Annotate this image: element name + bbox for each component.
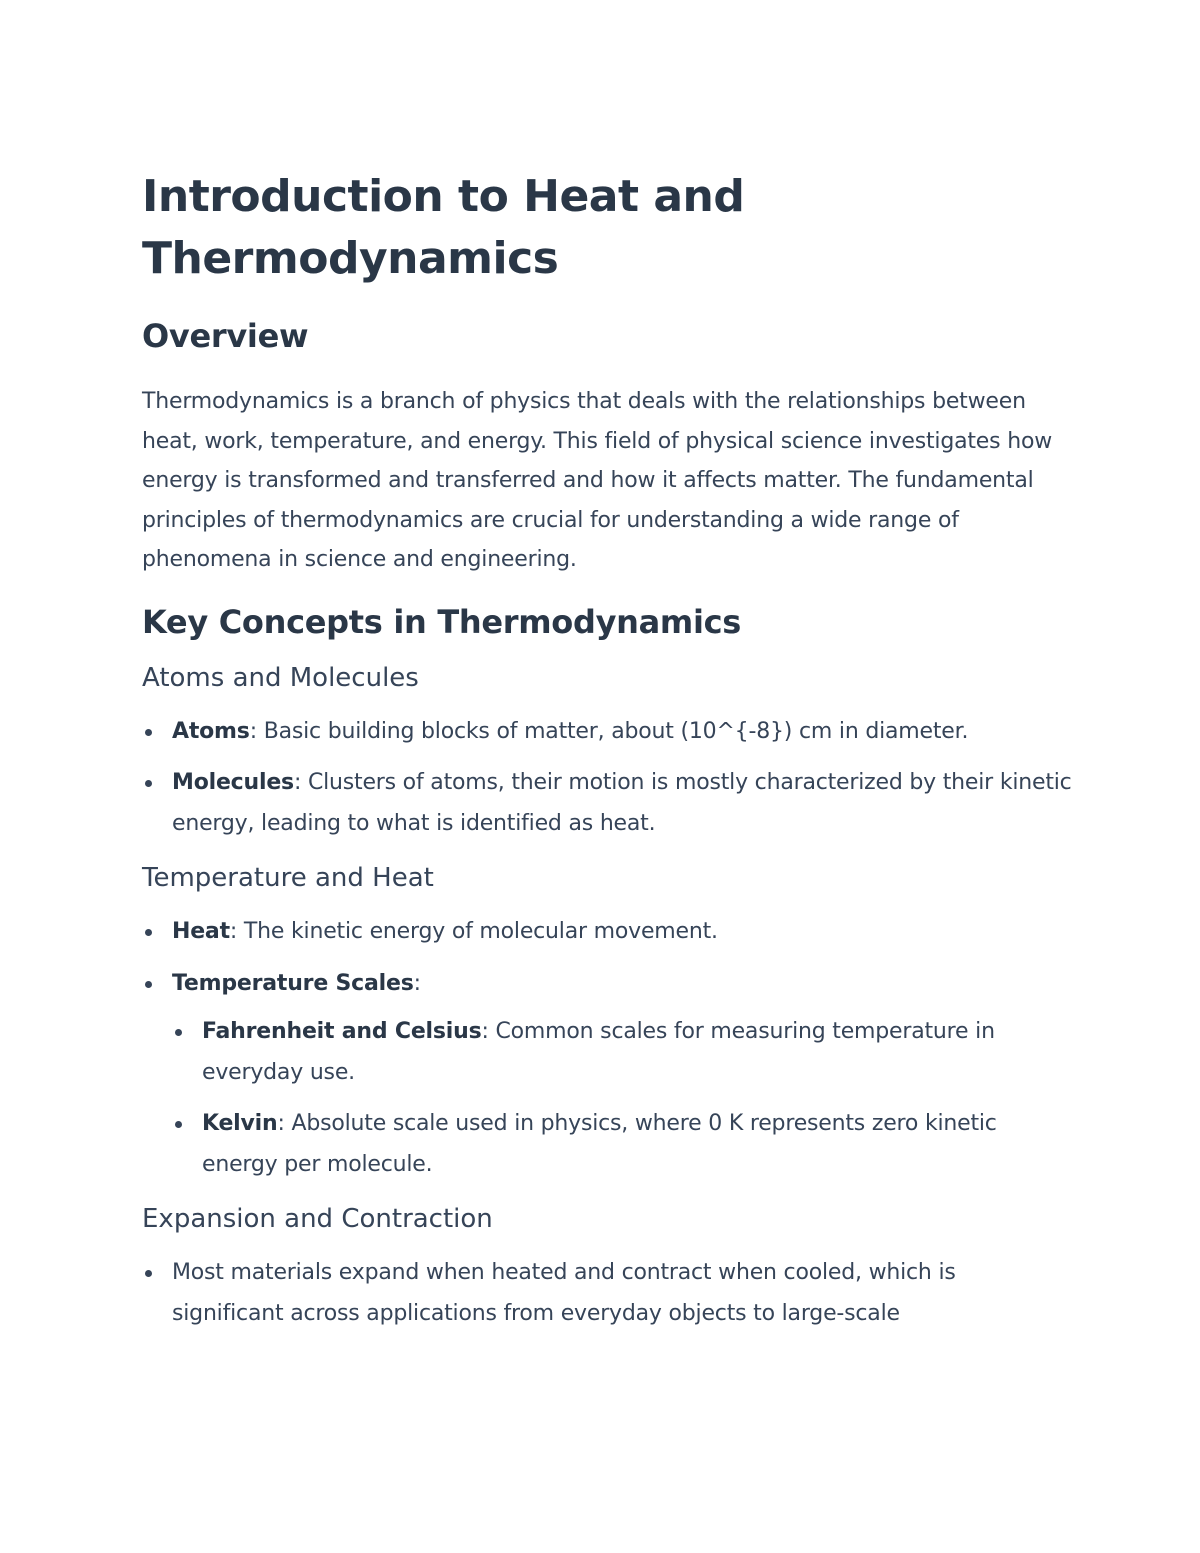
document-page xyxy=(142,166,1072,1334)
overview-paragraph: Thermodynamics is a branch of physics that deals with the relationships between heat, work, temperature, and energy. This field of physical science investigates how energy is transformed and transferred and how it affects matter. The fundamental principles of thermodynamics are crucial for understanding a wide range of phenomena in science and engineering. xyxy=(142,389,1052,572)
expansion-contraction-heading: Expansion and Contraction xyxy=(142,1204,493,1234)
document-title: Introduction to Heat and Thermodynamics xyxy=(142,171,745,284)
term-heat: Heat xyxy=(172,919,230,944)
desc-temperature-scales: : xyxy=(413,970,421,996)
key-concepts-heading: Key Concepts in Thermodynamics xyxy=(142,602,742,641)
term-fahrenheit-celsius: Fahrenheit and Celsius xyxy=(202,1019,482,1044)
temperature-heat-list xyxy=(142,912,1072,1185)
desc-kelvin: : Absolute scale used in physics, where 0 K represents zero kinetic energy per molecule. xyxy=(202,1111,997,1177)
atoms-molecules-heading: Atoms and Molecules xyxy=(142,662,419,693)
desc-expansion: Most materials expand when heated and contract when cooled, which is significant across applications from everyday objects to large-scale xyxy=(172,1260,956,1326)
list-item-heat xyxy=(142,912,1072,953)
desc-atoms: : Basic building blocks of matter, about (10^{-8}) cm in diameter. xyxy=(249,718,969,744)
term-kelvin: Kelvin xyxy=(202,1111,278,1136)
term-temperature-scales: Temperature Scales xyxy=(172,970,414,996)
term-molecules: Molecules xyxy=(172,770,294,795)
temperature-scales-sublist xyxy=(172,1012,1072,1185)
list-item-atoms xyxy=(142,712,1072,753)
list-item-temperature-scales xyxy=(142,964,1072,1186)
list-item-expansion xyxy=(142,1253,1072,1334)
desc-fahrenheit-celsius: : Common scales for measuring temperature in everyday use. xyxy=(202,1019,995,1085)
desc-molecules: : Clusters of atoms, their motion is mostly characterized by their kinetic energy, leading to what is identified as heat. xyxy=(172,770,1072,836)
temperature-heat-heading: Temperature and Heat xyxy=(142,863,434,893)
atoms-molecules-list xyxy=(142,712,1072,845)
desc-heat: : The kinetic energy of molecular movement. xyxy=(229,919,718,944)
expansion-list xyxy=(142,1253,1072,1334)
list-item-molecules xyxy=(142,763,1072,844)
term-atoms: Atoms xyxy=(172,718,250,744)
overview-heading: Overview xyxy=(142,317,309,355)
list-item-kelvin xyxy=(172,1104,1072,1185)
list-item-fahrenheit-celsius xyxy=(172,1012,1072,1093)
